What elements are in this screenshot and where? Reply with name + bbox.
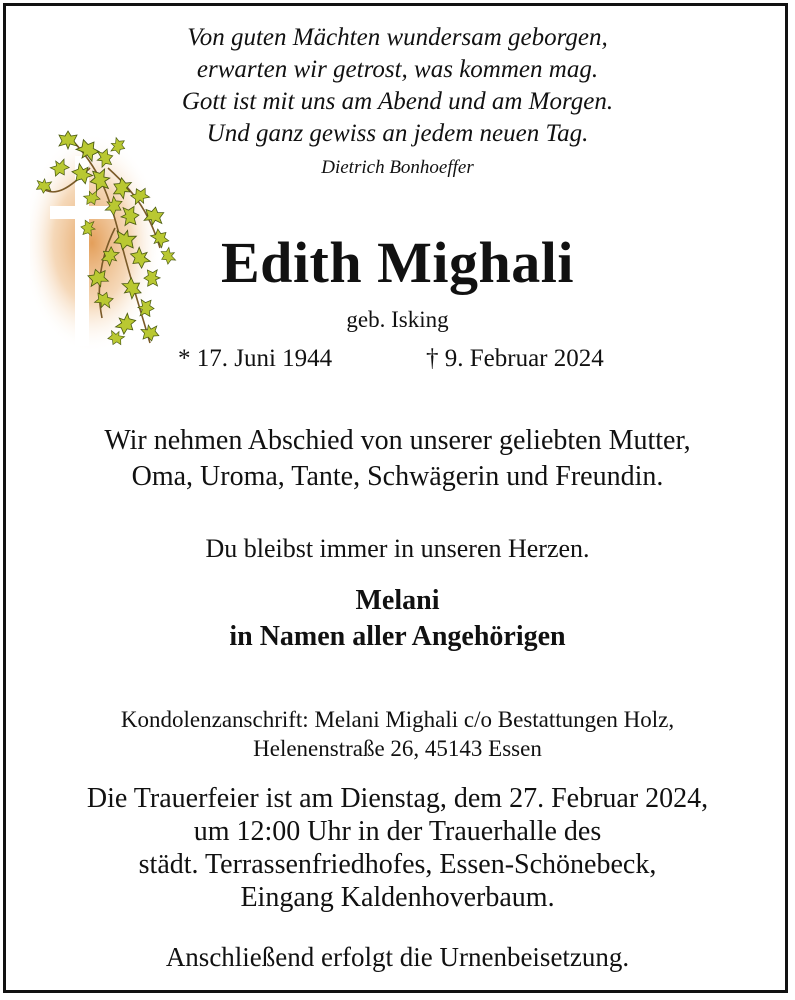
deceased-name: Edith Mighali [221,230,574,295]
poem-line-4: Und ganz gewiss an jedem neuen Tag. [206,120,589,147]
address-line-2: Helenenstraße 26, 45143 Essen [253,736,542,761]
ceremony-line-2: um 12:00 Uhr in der Trauerhalle des [193,816,602,847]
poem-author: Dietrich Bonhoeffer [321,157,474,178]
death-date: † 9. Februar 2024 [426,345,604,372]
bonhoeffer-poem [0,22,795,150]
ceremony-details [0,782,795,914]
birth-name: geb. Isking [346,307,449,332]
signature [0,583,795,655]
poem-line-3: Gott ist mit uns am Abend und am Morgen. [181,88,614,115]
poem-line-1: Von guten Mächten wundersam geborgen, [187,24,608,51]
signature-line-1: Melani [355,585,440,616]
condolence-address [0,705,795,763]
farewell-line-2: Oma, Uroma, Tante, Schwägerin und Freundin. [131,461,664,492]
poem-line-2: erwarten wir getrost, was kommen mag. [196,56,599,83]
address-line-1: Kondolenzanschrift: Melani Mighali c/o Bestattungen Holz, [120,707,675,732]
urn-burial-note: Anschließend erfolgt die Urnenbeisetzung. [165,942,630,972]
heart-line: Du bleibst immer in unseren Herzen. [205,534,590,563]
ceremony-line-3: städt. Terrassenfriedhofes, Essen-Schönebeck, [138,849,657,880]
cross-horizontal-bar [50,206,114,219]
farewell-line-1: Wir nehmen Abschied von unserer geliebten Mutter, [104,425,691,456]
birth-date: * 17. Juni 1944 [178,345,333,372]
ceremony-line-4: Eingang Kaldenhoverbaum. [240,882,555,913]
ceremony-line-1: Die Trauerfeier ist am Dienstag, dem 27. Februar 2024, [86,783,709,814]
signature-line-2: in Namen aller Angehörigen [229,621,566,652]
farewell-text [0,423,795,495]
